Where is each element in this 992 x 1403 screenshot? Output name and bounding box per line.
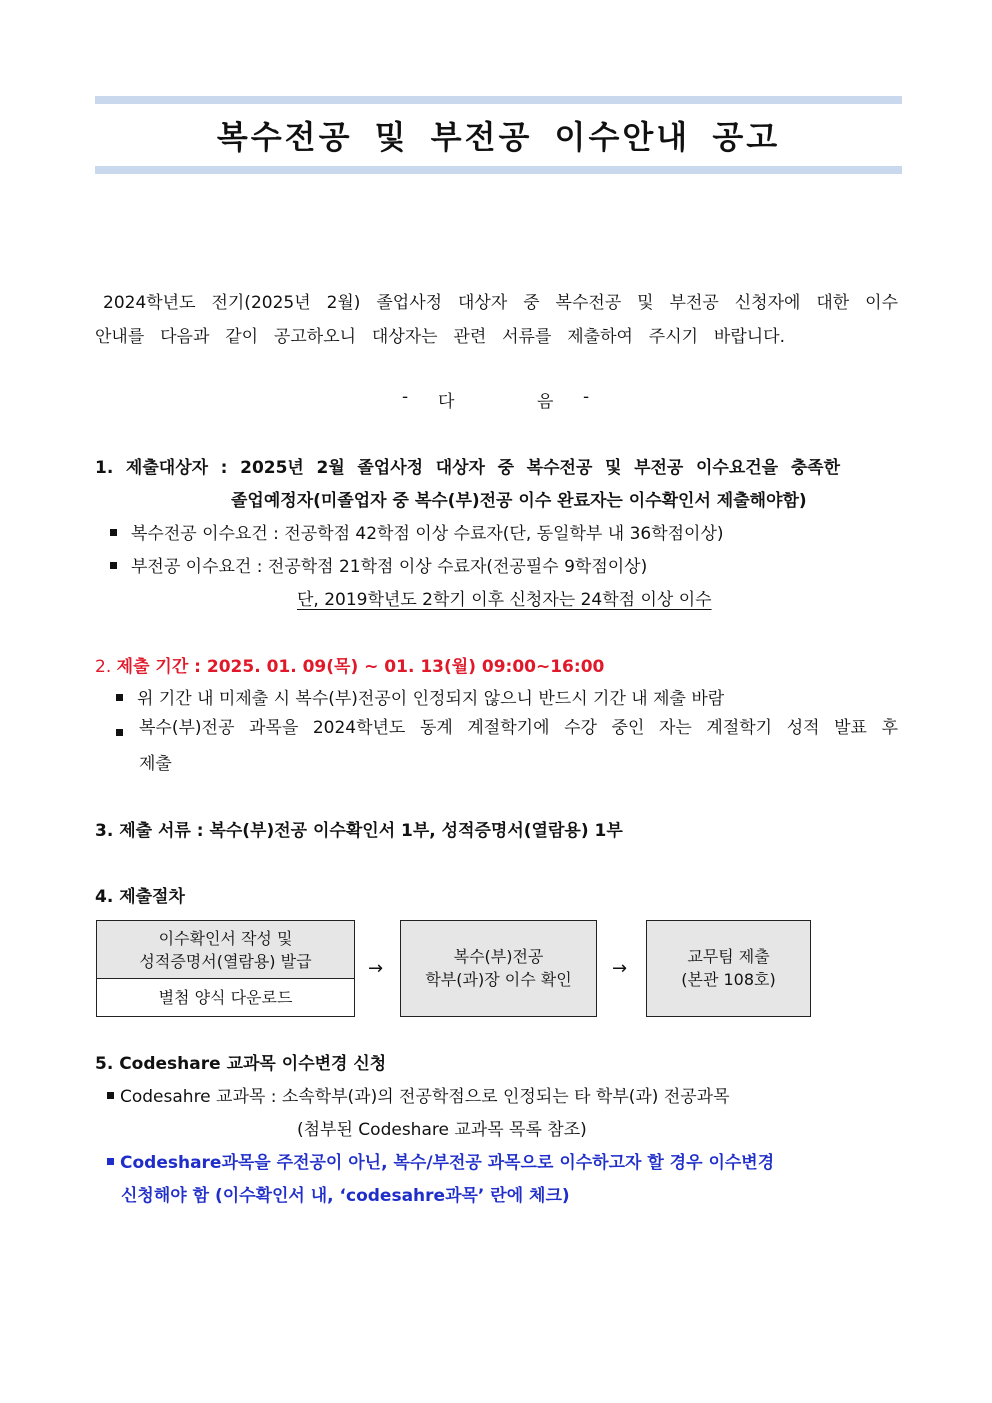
sec2-bullet-2-line-1: 복수(부)전공 과목을 2024학년도 동계 계절학기에 수강 중인 자는 계절학기 성적 발표 후 bbox=[139, 718, 898, 738]
da-eum-da: 다 bbox=[438, 392, 455, 412]
step2-line-1: 복수(부)전공 bbox=[453, 947, 544, 966]
bullet-square-icon bbox=[107, 1158, 114, 1165]
intro-line-2: 안내를 다음과 같이 공고하오니 대상자는 관련 서류를 제출하여 주시기 바랍니다. bbox=[95, 327, 785, 347]
page-title: 복수전공 및 부전공 이수안내 공고 bbox=[216, 118, 781, 156]
bullet-square-icon bbox=[110, 529, 117, 536]
sec1-bullet-1 bbox=[110, 519, 724, 544]
title-bar-bottom bbox=[95, 166, 902, 174]
bullet-square-icon bbox=[110, 562, 117, 569]
intro-line-1: 2024학년도 전기(2025년 2월) 졸업사정 대상자 중 복수전공 및 부전공 신청자에 대한 이수 bbox=[103, 293, 898, 313]
sec1-bullet-2 bbox=[110, 552, 647, 577]
sec2-bullet-1 bbox=[116, 684, 724, 709]
step1-line-2: 성적증명서(열람용) 발급 bbox=[139, 952, 312, 971]
bullet-square-icon bbox=[116, 694, 123, 701]
sec2-number: 2. bbox=[95, 657, 112, 677]
sec5-bullet-1 bbox=[107, 1082, 730, 1107]
sec2-bullet-1-text: 위 기간 내 미제출 시 복수(부)전공이 인정되지 않으니 반드시 기간 내 제출 바람 bbox=[137, 689, 725, 709]
sec2-bullet-2 bbox=[116, 717, 898, 774]
sec4-heading: 4. 제출절차 bbox=[95, 887, 185, 907]
step1-box bbox=[96, 920, 355, 979]
step3-line-1: 교무팀 제출 bbox=[687, 947, 770, 966]
sec2-heading: 제출 기간 : 2025. 01. 09(목) ~ 01. 13(월) 09:00~16:00 bbox=[116, 657, 605, 677]
sec5-bullet-1-text: Codesahre 교과목 : 소속학부(과)의 전공학점으로 인정되는 타 학부(과) 전공과목 bbox=[120, 1087, 730, 1107]
arrow-icon: → bbox=[368, 958, 384, 979]
bullet-square-icon bbox=[107, 1092, 114, 1099]
sec5-bullet-2-line-2: 신청해야 함 (이수확인서 내, ‘codesahre과목’ 란에 체크) bbox=[121, 1186, 570, 1206]
da-eum-dash-right: - bbox=[583, 387, 590, 407]
step2-line-2: 학부(과)장 이수 확인 bbox=[425, 970, 572, 989]
sec1-heading: 1. 제출대상자 : 2025년 2월 졸업사정 대상자 중 복수전공 및 부전공 이수요건을 충족한 bbox=[95, 458, 840, 478]
sec5-bullet-1-cont: (첨부된 Codeshare 교과목 목록 참조) bbox=[297, 1120, 587, 1140]
sec1-bullet-2-text: 부전공 이수요건 : 전공학점 21학점 이상 수료자(전공필수 9학점이상) bbox=[131, 557, 648, 577]
sec1-bullet-1-text: 복수전공 이수요건 : 전공학점 42학점 이상 수료자(단, 동일학부 내 36학점이상) bbox=[131, 524, 724, 544]
sec2-heading-row bbox=[95, 652, 604, 677]
sec5-bullet-2-line-1: Codeshare과목을 주전공이 아닌, 복수/부전공 과목으로 이수하고자 할 경우 이수변경 bbox=[120, 1153, 775, 1173]
step3-box bbox=[646, 920, 811, 1017]
sec3-heading: 3. 제출 서류 : 복수(부)전공 이수확인서 1부, 성적증명서(열람용) 1부 bbox=[95, 821, 623, 841]
sec5-heading: 5. Codeshare 교과목 이수변경 신청 bbox=[95, 1054, 387, 1074]
arrow-icon: → bbox=[612, 958, 628, 979]
sec1-note: 단, 2019학년도 2학기 이후 신청자는 24학점 이상 이수 bbox=[297, 590, 712, 610]
sec2-bullet-2-line-2: 제출 bbox=[139, 754, 172, 774]
da-eum-dash-left: - bbox=[402, 387, 409, 407]
title-bar-top bbox=[95, 96, 902, 104]
bullet-square-icon bbox=[116, 729, 123, 736]
step2-box bbox=[400, 920, 597, 1017]
step3-line-2: (본관 108호) bbox=[681, 970, 776, 989]
da-eum-eum: 음 bbox=[537, 392, 554, 412]
step1-sub-text: 별첨 양식 다운로드 bbox=[158, 988, 293, 1007]
step1-sub-box bbox=[96, 978, 355, 1017]
sec1-heading-cont: 졸업예정자(미졸업자 중 복수(부)전공 이수 완료자는 이수확인서 제출해야함) bbox=[231, 491, 807, 511]
sec5-bullet-2 bbox=[107, 1148, 774, 1173]
step1-line-1: 이수확인서 작성 및 bbox=[158, 929, 293, 948]
